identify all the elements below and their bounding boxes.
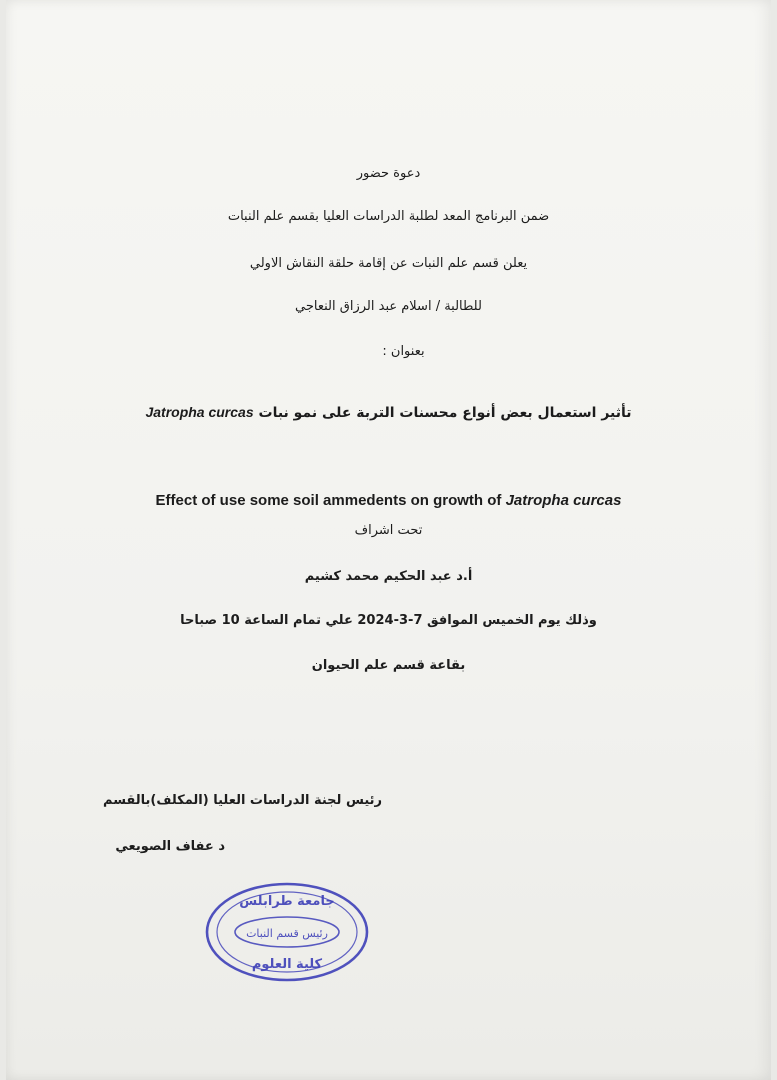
department-stamp bbox=[203, 880, 371, 984]
stamp-bottom-text: كلية العلوم bbox=[251, 957, 323, 972]
committee-head-name: د عفاف الصويعي bbox=[115, 839, 225, 854]
supervision-label: تحت اشراف bbox=[354, 523, 423, 538]
invitation-title: دعوة حضور bbox=[356, 166, 421, 181]
english-title bbox=[0, 492, 777, 510]
announcement-line: يعلن قسم علم النبات عن إقامة حلقة النقاش الاولي bbox=[249, 256, 528, 271]
venue-line: بقاعة قسم علم الحيوان bbox=[311, 658, 466, 673]
english-title-species: Jatropha curcas bbox=[505, 492, 622, 509]
arabic-title-species: Jatropha curcas bbox=[145, 404, 254, 420]
stamp-middle-text: رئيس قسم النبات bbox=[246, 927, 328, 940]
program-line: ضمن البرنامج المعد لطلبة الدراسات العليا بقسم علم النبات bbox=[227, 209, 550, 224]
arabic-title-text: تأثير استعمال بعض أنواع محسنات التربة على نمو نبات bbox=[258, 405, 632, 421]
english-title-text: Effect of use some soil ammedents on growth of bbox=[155, 492, 502, 509]
committee-head-title: رئيس لجنة الدراسات العليا (المكلف)بالقسم bbox=[103, 793, 382, 808]
title-label: بعنوان : bbox=[382, 344, 425, 359]
arabic-title bbox=[0, 403, 777, 422]
document-page bbox=[6, 0, 771, 1080]
stamp-top-text: جامعة طرابلس bbox=[239, 894, 335, 909]
supervisor-name: أ.د عبد الحكيم محمد كشيم bbox=[304, 569, 473, 584]
date-line: وذلك يوم الخميس الموافق 7-3-2024 علي تمام الساعة 10 صباحا bbox=[180, 613, 597, 628]
student-line: للطالبة / اسلام عبد الرزاق النعاجي bbox=[295, 299, 482, 314]
